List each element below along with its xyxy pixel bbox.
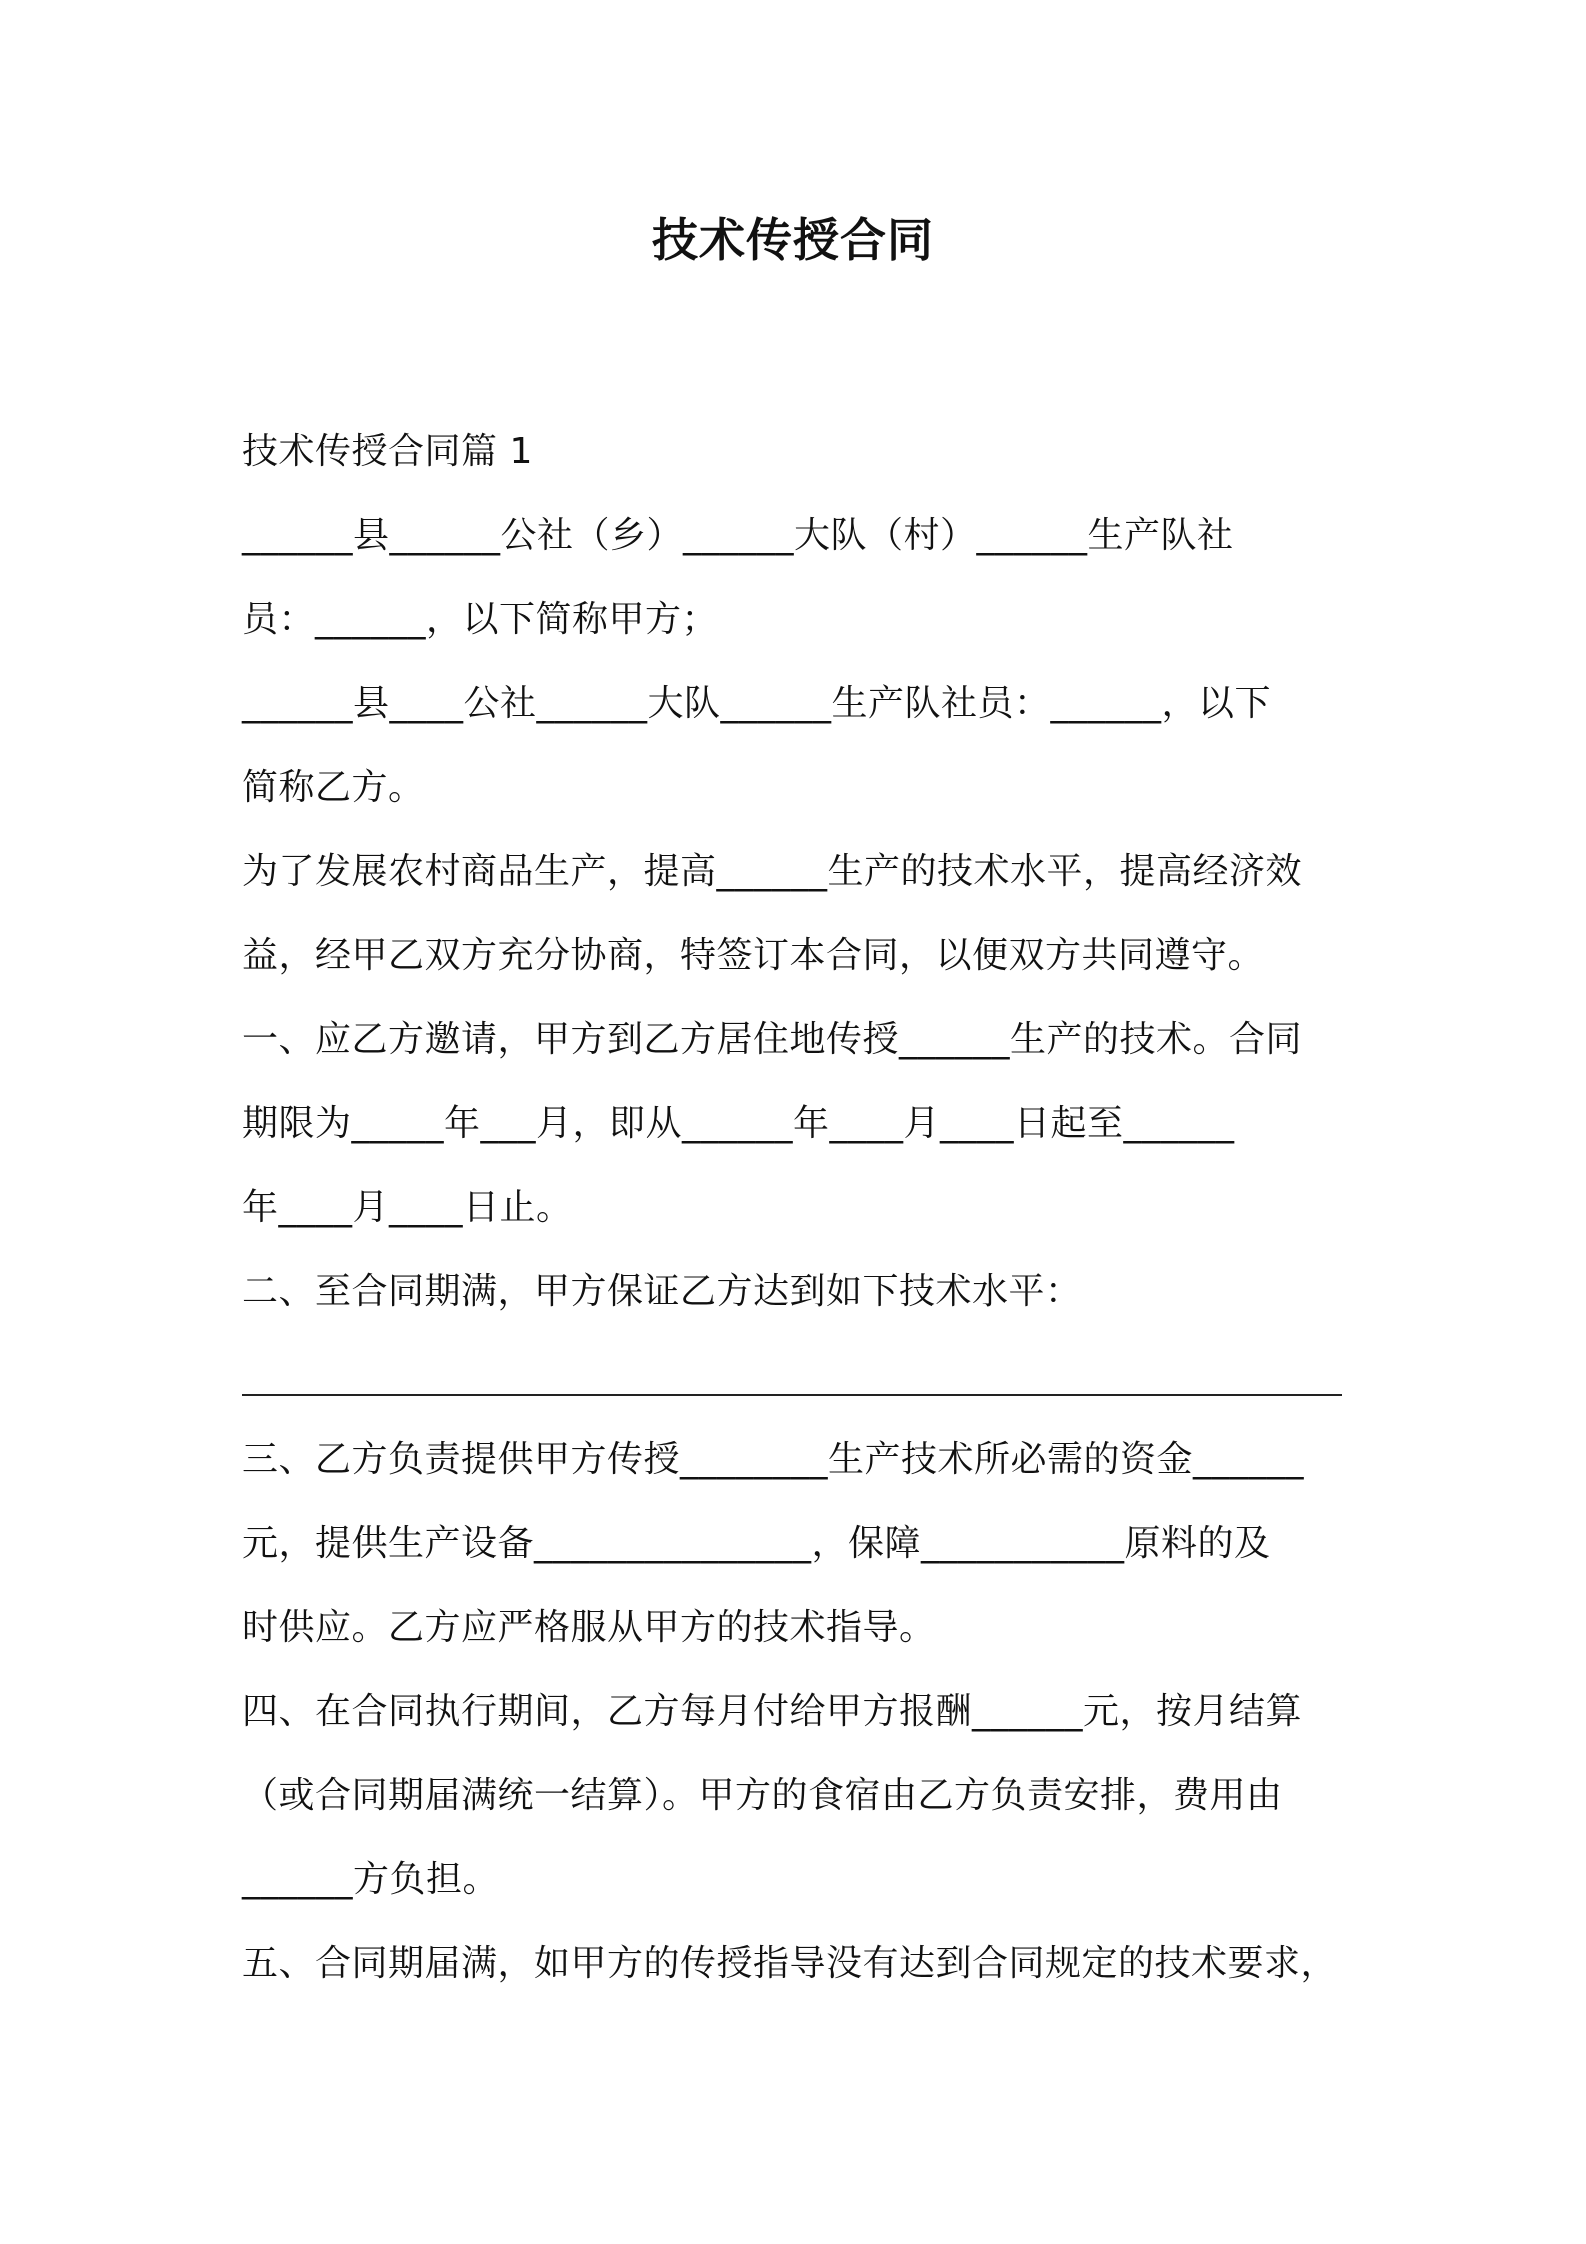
clause-line: 三、乙方负责提供甲方传授________生产技术所必需的资金______ bbox=[242, 1439, 1305, 1480]
section-heading: 技术传授合同篇 1 bbox=[242, 431, 533, 472]
clause-line: 期限为_____年___月，即从______年____月____日起至______ bbox=[242, 1103, 1235, 1144]
blank-underline bbox=[242, 1394, 1342, 1396]
clause-line: 四、在合同执行期间，乙方每月付给甲方报酬______元，按月结算 bbox=[242, 1691, 1303, 1732]
clause-line: 一、应乙方邀请，甲方到乙方居住地传授______生产的技术。合同 bbox=[242, 1019, 1303, 1060]
blank-fill-line bbox=[242, 1334, 1362, 1418]
paragraph-line: 员：______，以下简称甲方； bbox=[242, 599, 719, 640]
clause-line: ______方负担。 bbox=[242, 1859, 500, 1900]
paragraph-line: 为了发展农村商品生产，提高______生产的技术水平，提高经济效 bbox=[242, 851, 1303, 892]
clause-line: 二、至合同期满，甲方保证乙方达到如下技术水平： bbox=[242, 1271, 1082, 1312]
paragraph-line: ______县____公社______大队______生产队社员：______，以下 bbox=[242, 683, 1272, 724]
clause-line: （或合同期届满统一结算）。甲方的食宿由乙方负责安排，费用由 bbox=[242, 1775, 1283, 1816]
document-title: 技术传授合同 bbox=[652, 213, 934, 267]
clause-line: 时供应。乙方应严格服从甲方的技术指导。 bbox=[242, 1607, 936, 1648]
clause-line: 五、合同期届满，如甲方的传授指导没有达到合同规定的技术要求， bbox=[242, 1943, 1338, 1984]
clause-line: 元，提供生产设备_______________，保障___________原料的及 bbox=[242, 1523, 1271, 1564]
paragraph-line: ______县______公社（乡）______大队（村）______生产队社 bbox=[242, 515, 1234, 556]
paragraph-line: 益，经甲乙双方充分协商，特签订本合同，以便双方共同遵守。 bbox=[242, 935, 1265, 976]
clause-line: 年____月____日止。 bbox=[242, 1187, 573, 1228]
paragraph-line: 简称乙方。 bbox=[242, 767, 425, 808]
document-body bbox=[242, 410, 1362, 2006]
